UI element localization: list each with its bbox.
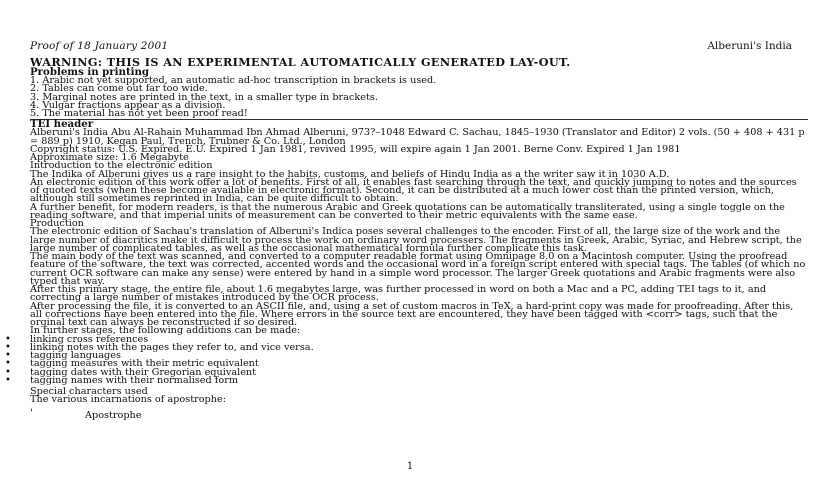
body-paragraph: After this primary stage, the entire file, about 1.6 megabytes large, was further processed in word on both a Mac and a PC, adding TEI tags to it, and correcting a large number of mistakes introduced by the OCR process. (30, 284, 767, 304)
body-paragraph: After processing the file, it is converted to an ASCII file, and, using a set of custom macros in TeX, a hard-print copy was made for proofreading. After this, all corrections have been entered into the file. Where errors in the source text are encountered, they have been tagged with <corr> tags, such that the orginal text can always be reconstructed if so desired. (30, 300, 794, 328)
warning-title: WARNING: THIS IS AN EXPERIMENTAL AUTOMATICALLY GENERATED LAY-OUT. (30, 55, 571, 69)
apostrophe-symbol: ' (30, 407, 33, 419)
body-paragraph: A further benefit, for modern readers, is that the numerous Arabic and Greek quotations can be automatically transliterated, using a single toggle on the reading software, and that imperial units of measurement can be converted to their metric equivalents with the same ease. (30, 201, 785, 221)
problems-heading: Problems in printing (30, 66, 150, 78)
production-heading: Production (30, 218, 84, 229)
list-item: • tagging languages (30, 352, 808, 360)
bibliographic-paragraph: Alberuni's India Abu Al-Rahain Muhammad Ibn Ahmad Alberuni, 973?–1048 Edward C. Sachau, 1845–1930 (Translator and Editor) 2 vols. (50 + 408 + 431 p = 889 p) 1910, Kegan Paul, Trench, Trubner & Co. Ltd., London (30, 127, 805, 147)
additions-list (30, 333, 808, 386)
body-paragraph: In further stages, the following additions can be made: (30, 325, 301, 337)
list-item: • tagging measures with their metric equivalent (30, 360, 808, 368)
problem-item: 2. Tables can come out far too wide. (30, 83, 208, 95)
problem-item: 1. Arabic not yet supported, an automatic ad-hoc transcription in brackets is used. (30, 75, 437, 86)
apostrophe-label: Apostrophe (85, 409, 142, 421)
body-paragraph: The main body of the text was scanned, and converted to a computer readable format using Omnipage 8.0 on a Macintosh computer. Using the proofread feature of the software, the text was corrected, accented words and the occasional word in a foreign script entered with special tags. The tables (of which no current OCR software can make any sense) were entered by hand in a simple word processor. The larger Greek quotations and Arabic fragments were also typed that way. (30, 251, 806, 287)
size-paragraph: Approximate size: 1.6 Megabyte (30, 152, 189, 163)
proof-date-header: Proof of 18 January 2001 (30, 40, 169, 52)
problem-item: 5. The material has not yet been proof read! (30, 108, 248, 119)
list-item: • tagging names with their normalised form (30, 377, 808, 385)
page-number: 1 (406, 461, 414, 472)
list-item: • tagging dates with their Gregorian equivalent (30, 369, 808, 377)
body-paragraph: An electronic edition of this work offer a lot of benefits. First of all, it enables fast searching through the text, and quickly jumping to notes and the sources of quoted texts (when these become available in electronic format). Second, it can be distributed at a much lower cost than the printed version, which, although still sometimes reprinted in India, can be quite difficult to obtain. (30, 176, 797, 205)
list-item: • linking notes with the pages they refer to, and vice versa. (30, 344, 808, 352)
problem-item: 4. Vulgar fractions appear as a division. (30, 99, 226, 111)
body-paragraph: The electronic edition of Sachau's translation of Alberuni's Indica poses several challenges to the encoder. First of all, the large size of the work and the large number of diacritics make it difficult to process the work on ordinary word processers. The fragments in Greek, Arabic, Syriac, and Hebrew script, the large number of complicated tables, as well as the occasional mathematical formula further complicate this task. (30, 226, 802, 254)
running-title-header: Alberuni's India (707, 40, 792, 52)
tei-heading: TEI header (30, 118, 94, 131)
problem-item: 3. Marginal notes are printed in the text, in a smaller type in brackets. (30, 91, 378, 103)
copyright-paragraph: Copyright status: U.S. Expired. E.U. Expired 1 Jan 1981, revived 1995, will expire again 1 Jan 2001. Berne Conv. Expired 1 Jan 1981 (30, 143, 681, 155)
page-body (30, 57, 808, 420)
special-characters-heading: Special characters used (30, 386, 148, 397)
apostrophe-row (30, 407, 808, 421)
list-item: • linking cross references (30, 336, 808, 344)
body-paragraph: The Indika of Alberuni gives us a rare insight to the habits, customs, and beliefs of Hindu India as a the writer saw it in 1030 A.D. (30, 168, 670, 180)
intro-heading: Introduction to the electronic edition (30, 160, 213, 172)
apostrophe-intro: The various incarnations of apostrophe: (30, 394, 226, 406)
problems-list (30, 77, 808, 118)
